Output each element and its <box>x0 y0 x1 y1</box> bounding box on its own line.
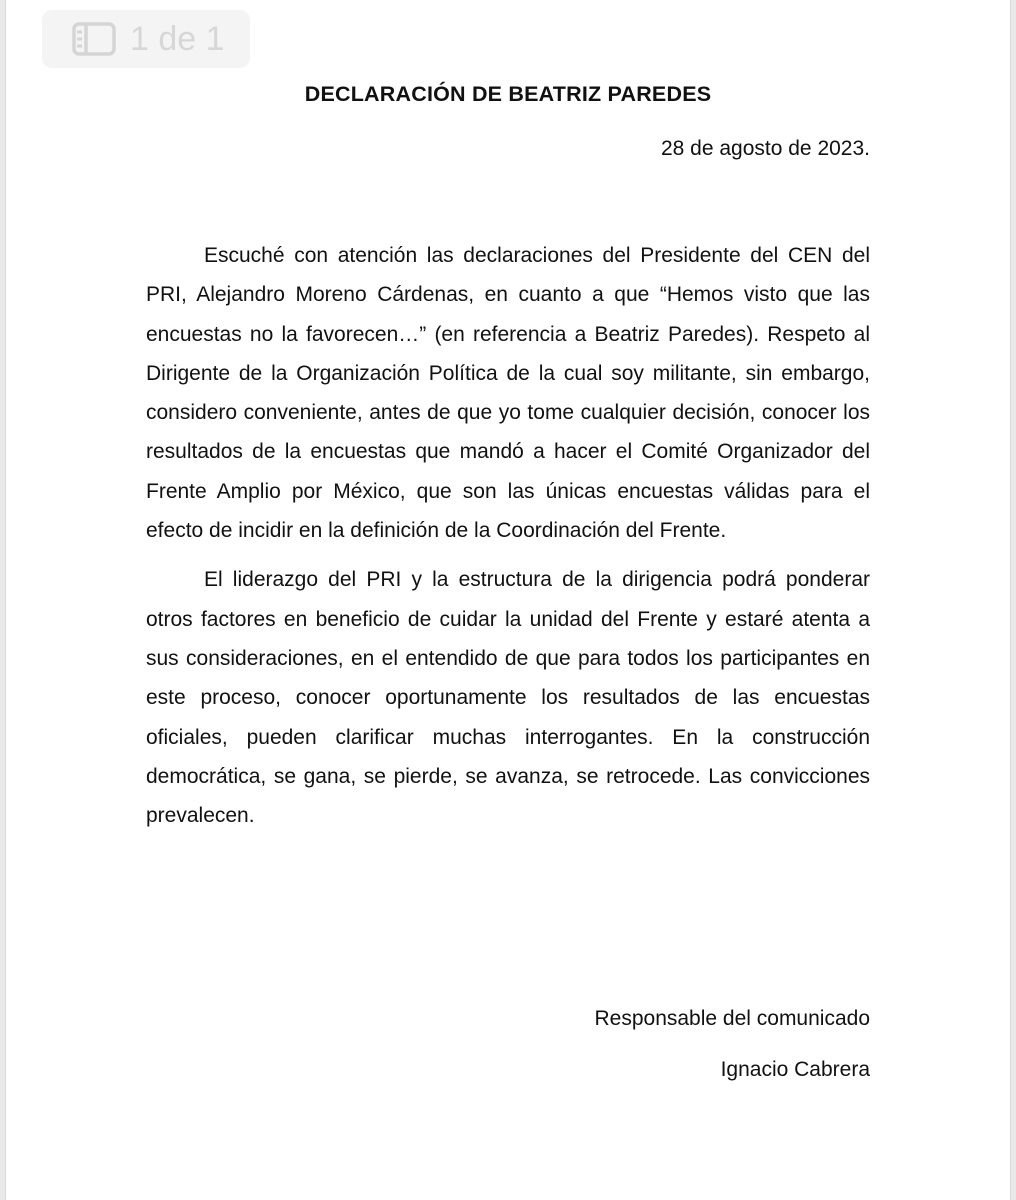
sidebar-icon <box>72 22 116 56</box>
signature-name: Ignacio Cabrera <box>720 1058 870 1081</box>
document-body <box>146 236 870 835</box>
paragraph-1: Escuché con atención las declaraciones del Presidente del CEN del PRI, Alejandro Moreno Cárdenas, en cuanto a que “Hemos visto que las encuestas no la favorecen…” (en referencia a Beatriz Paredes). Respeto al Dirigente de la Organización Política de la cual soy militante, sin embargo, considero conveniente, antes de que yo tome cualquier decisión, conocer los resultados de la encuestas que mandó a hacer el Comité Organizador del Frente Amplio por México, que son las únicas encuestas válidas para el efecto de incidir en la definición de la Coordinación del Frente. <box>146 244 870 543</box>
page-indicator-label: 1 de 1 <box>130 19 225 58</box>
page-indicator[interactable] <box>42 10 250 68</box>
document-title: DECLARACIÓN DE BEATRIZ PAREDES <box>304 82 712 106</box>
document-date: 28 de agosto de 2023. <box>660 137 870 160</box>
signature-role: Responsable del comunicado <box>594 1007 870 1030</box>
paragraph-2: El liderazgo del PRI y la estructura de la dirigencia podrá ponderar otros factores en beneficio de cuidar la unidad del Frente y estaré atenta a sus consideraciones, en el entendido de que para todos los participantes en este proceso, conocer oportunamente los resultados de las encuestas oficiales, pueden clarificar muchas interrogantes. En la construcción democrática, se gana, se pierde, se avanza, se retrocede. Las convicciones prevalecen. <box>146 568 870 828</box>
